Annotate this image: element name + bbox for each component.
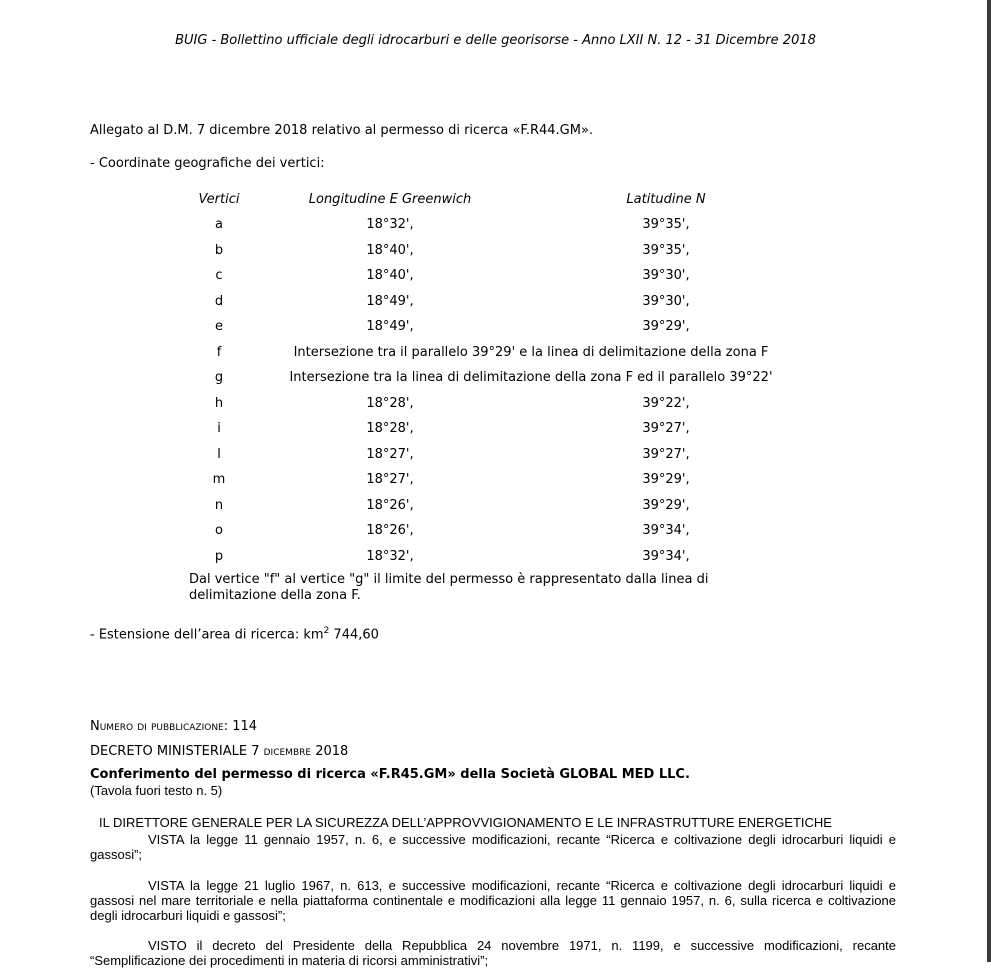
vertex-label: m	[212, 472, 226, 487]
pub-number-label: Numero di pubblicazione	[90, 719, 224, 734]
latitude-cell: 39°29',	[642, 319, 690, 334]
latitude-cell: 39°29',	[642, 498, 690, 513]
longitude-cell: 18°26',	[366, 523, 414, 538]
vertex-label: i	[217, 421, 221, 436]
paragraph: VISTA la legge 11 gennaio 1957, n. 6, e successive modificazioni, recante “Ricerca e coltivazione degli idrocarburi liquidi e gassosi”;	[90, 832, 896, 862]
decree-title: Conferimento del permesso di ricerca «F.R45.GM» della Società GLOBAL MED LLC.	[90, 767, 690, 782]
vertex-label: p	[214, 549, 224, 564]
longitude-cell: 18°40',	[366, 268, 414, 283]
vertex-label: a	[215, 217, 223, 232]
bulletin-header: BUIG - Bollettino ufficiale degli idrocarburi e delle georisorse - Anno LXII N. 12 - 31 Dicembre 2018	[175, 33, 816, 48]
latitude-cell: 39°27',	[642, 447, 690, 462]
longitude-cell: 18°49',	[366, 294, 414, 309]
vertex-label: b	[214, 243, 224, 258]
longitude-cell: 18°27',	[366, 447, 414, 462]
coords-heading: - Coordinate geografiche dei vertici:	[90, 156, 325, 171]
annex-title: Allegato al D.M. 7 dicembre 2018 relativo al permesso di ricerca «F.R44.GM».	[90, 123, 594, 138]
director-heading: IL DIRETTORE GENERALE PER LA SICUREZZA DELL’APPROVVIGIONAMENTO E LE INFRASTRUTTURE ENERGETICHE	[99, 815, 832, 830]
latitude-cell: 39°27',	[642, 421, 690, 436]
longitude-cell: 18°32',	[366, 217, 414, 232]
area-extension	[90, 626, 379, 642]
latitude-cell: 39°22',	[642, 396, 690, 411]
latitude-cell: 39°34',	[642, 549, 690, 564]
paragraph: VISTA la legge 21 luglio 1967, n. 613, e successive modificazioni, recante “Ricerca e coltivazione degli idrocarburi liquidi e gassosi nel mare territoriale e nella piattaforma continentale e modificazioni alla legge 11 gennaio 1957, n. 6, sulla ricerca e coltivazione degli idrocarburi liquidi e gassosi”;	[90, 878, 896, 923]
vertex-label: l	[217, 447, 221, 462]
vertex-label: e	[215, 319, 223, 334]
decree-prefix: DECRETO MINISTERIALE 7	[90, 744, 264, 759]
vertex-label: h	[214, 396, 224, 411]
latitude-cell: 39°35',	[642, 243, 690, 258]
paragraph: VISTO il decreto del Presidente della Repubblica 24 novembre 1971, n. 1199, e successive modificazioni, recante “Semplificazione dei procedimenti in materia di ricorsi amministrativi”;	[90, 938, 896, 968]
longitude-cell: 18°40',	[366, 243, 414, 258]
vertex-label: n	[214, 498, 224, 513]
decree-subtitle: (Tavola fuori testo n. 5)	[90, 783, 223, 798]
vertex-label: o	[215, 523, 223, 538]
vertex-description: Intersezione tra il parallelo 39°29' e la linea di delimitazione della zona F	[293, 345, 769, 360]
vertex-label: f	[216, 345, 222, 360]
pub-number-value: : 114	[223, 719, 258, 734]
latitude-cell: 39°30',	[642, 294, 690, 309]
page-edge	[987, 0, 991, 962]
longitude-cell: 18°26',	[366, 498, 414, 513]
longitude-cell: 18°32',	[366, 549, 414, 564]
header-latitude: Latitudine N	[626, 192, 706, 207]
decree-heading	[90, 744, 348, 759]
decree-month: dicembre	[263, 744, 312, 759]
longitude-cell: 18°28',	[366, 396, 414, 411]
extension-label: - Estensione dell’area di ricerca: km	[90, 627, 324, 643]
vertex-label: d	[214, 294, 224, 309]
longitude-cell: 18°27',	[366, 472, 414, 487]
latitude-cell: 39°34',	[642, 523, 690, 538]
header-longitude: Longitudine E Greenwich	[308, 192, 472, 207]
publication-number	[90, 719, 257, 734]
vertex-label: g	[214, 370, 224, 385]
latitude-cell: 39°35',	[642, 217, 690, 232]
extension-value: 744,60	[329, 627, 379, 643]
header-vertici: Vertici	[198, 192, 240, 207]
vertex-label: c	[215, 268, 223, 283]
latitude-cell: 39°29',	[642, 472, 690, 487]
vertex-description: Intersezione tra la linea di delimitazione della zona F ed il parallelo 39°22'	[289, 370, 773, 385]
extension-unit-sup: 2	[323, 626, 330, 636]
latitude-cell: 39°30',	[642, 268, 690, 283]
longitude-cell: 18°28',	[366, 421, 414, 436]
decree-year: 2018	[311, 744, 349, 759]
boundary-note: Dal vertice "f" al vertice "g" il limite del permesso è rappresentato dalla linea di delimitazione della zona F.	[189, 572, 709, 603]
longitude-cell: 18°49',	[366, 319, 414, 334]
